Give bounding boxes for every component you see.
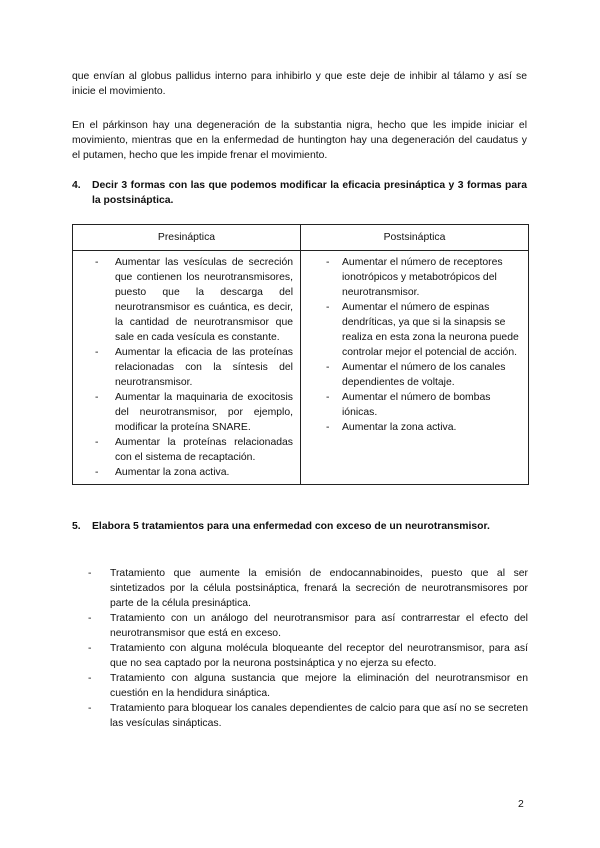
list-item-text: Aumentar la zona activa. [342,422,457,433]
table-header-row [73,225,529,251]
header-presinaptica: Presináptica [73,225,301,251]
bullet-dash: - [326,422,330,433]
bullet-dash: - [88,568,92,579]
question-4 [72,178,527,208]
bullet-dash: - [88,643,92,654]
bullet-dash: - [326,392,330,403]
question-5-number: 5. [72,521,81,532]
postsinaptica-cell [301,251,529,485]
list-item-text: Aumentar la proteínas relacionadas con el sistema de recaptación. [115,437,293,463]
table-body-row [73,251,529,485]
presinaptica-cell [73,251,301,485]
list-item-text: Aumentar el número de espinas dendríticas, ya que si la sinapsis se realiza en esta zona la neurona puede controlar mejor el potencial de acción. [342,302,519,358]
list-item-text: Aumentar el número de los canales dependientes de voltaje. [342,362,506,388]
list-item-text: Aumentar la zona activa. [115,467,230,478]
list-item-text: Aumentar la eficacia de las proteínas relacionadas con la síntesis del neurotransmisor. [115,347,293,388]
list-item [73,435,300,465]
bullet-dash: - [326,302,330,313]
paragraph-movement: que envían al globus pallidus interno para inhibirlo y que este deje de inhibir al tálamo y así se inicie el movimiento. [72,71,527,97]
list-item-text: Tratamiento que aumente la emisión de endocannabinoides, puesto que al ser sintetizados por la célula postsináptica, frenará la secreción de neurotransmisores por parte de la célula presináptica. [110,568,528,609]
list-item-text: Aumentar la maquinaria de exocitosis del neurotransmisor, por ejemplo, modificar la proteína SNARE. [115,392,293,433]
list-item [301,255,528,300]
bullet-dash: - [88,613,92,624]
list-item [88,611,528,641]
bullet-dash: - [95,257,99,268]
list-item [88,641,528,671]
bullet-dash: - [326,362,330,373]
presinaptica-list [73,255,300,480]
list-item [73,345,300,390]
list-item-text: Tratamiento para bloquear los canales dependientes de calcio para que así no se secreten las vesículas sinápticas. [110,703,528,729]
bullet-dash: - [88,673,92,684]
postsinaptica-list [301,255,528,435]
list-item [88,566,528,611]
question-5-text: Elabora 5 tratamientos para una enfermedad con exceso de un neurotransmisor. [92,521,490,532]
list-item [73,255,300,345]
treatments-list [88,566,528,731]
list-item-text: Aumentar las vesículas de secreción que contienen los neurotransmisores, puesto que la descarga del neurotransmisor es cuántica, es decir, la cantidad de neurotransmisor que sale en cada vesícula es constante. [115,257,293,343]
bullet-dash: - [95,392,99,403]
page-number: 2 [518,799,524,810]
list-item-text: Tratamiento con un análogo del neurotransmisor para así contrarrestar el efecto del neurotransmisor que está en exceso. [110,613,528,639]
bullet-dash: - [95,437,99,448]
bullet-dash: - [326,257,330,268]
header-postsinaptica: Postsináptica [301,225,529,251]
list-item [73,390,300,435]
list-item [88,671,528,701]
question-5 [72,519,527,534]
list-item-text: Aumentar el número de receptores ionotrópicos y metabotrópicos del neurotransmisor. [342,257,503,298]
question-4-text: Decir 3 formas con las que podemos modificar la eficacia presináptica y 3 formas para la postsináptica. [92,180,527,206]
list-item [301,360,528,390]
bullet-dash: - [95,467,99,478]
bullet-dash: - [88,703,92,714]
list-item [301,390,528,420]
paragraph-parkinson-huntington: En el párkinson hay una degeneración de la substantia nigra, hecho que les impide iniciar el movimiento, mientras que en la enfermedad de huntington hay una degeneración del caudatus y el putamen, hecho que les impide frenar el movimiento. [72,120,527,161]
list-item-text: Aumentar el número de bombas iónicas. [342,392,491,418]
list-item-text: Tratamiento con alguna sustancia que mejore la eliminación del neurotransmisor en cuestión en la hendidura sináptica. [110,673,528,699]
efficacy-table [72,224,529,485]
question-4-number: 4. [72,180,81,191]
list-item [88,701,528,731]
list-item [301,300,528,360]
list-item [73,465,300,480]
bullet-dash: - [95,347,99,358]
list-item [301,420,528,435]
list-item-text: Tratamiento con alguna molécula bloqueante del receptor del neurotransmisor, para así que no sea captado por la neurona postsináptica y no ejerza su efecto. [110,643,528,669]
